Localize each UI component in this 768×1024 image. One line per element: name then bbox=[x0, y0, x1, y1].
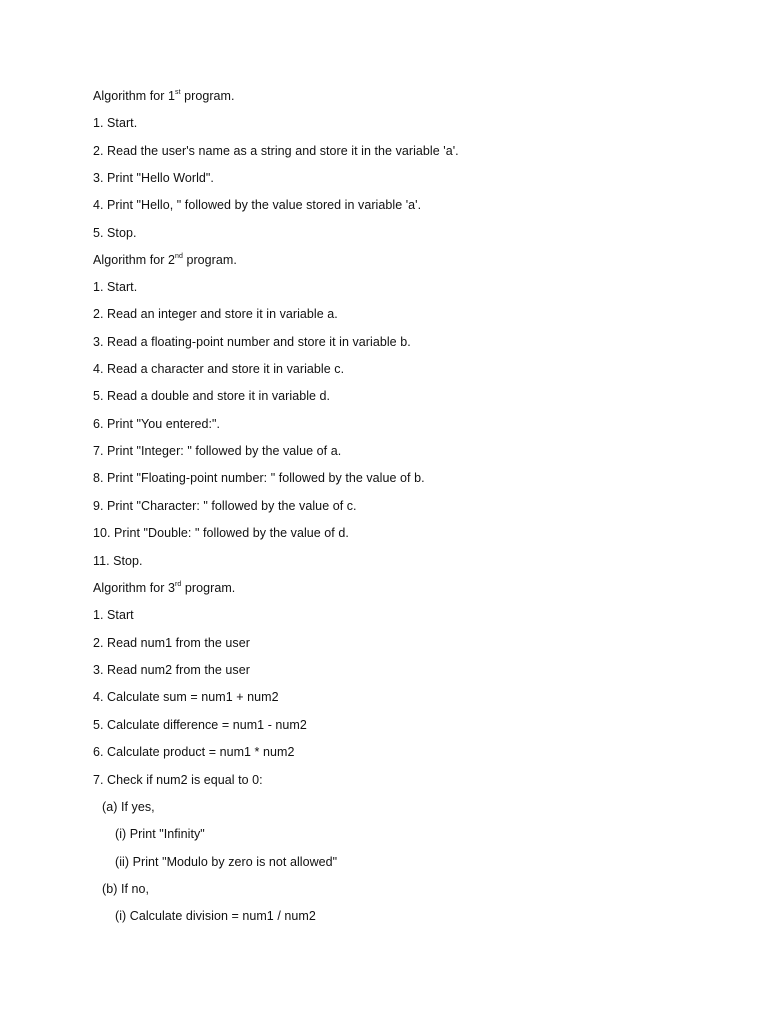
step-line: 5. Stop. bbox=[93, 226, 137, 240]
step-line: 1. Start bbox=[93, 608, 134, 622]
step-line: 1. Start. bbox=[93, 116, 138, 130]
sub-sub-step-line: (ii) Print "Modulo by zero is not allowed" bbox=[115, 855, 338, 869]
step-line: 6. Print "You entered:". bbox=[93, 417, 221, 431]
step-line: 1. Start. bbox=[93, 280, 138, 294]
step-line: 5. Calculate difference = num1 - num2 bbox=[93, 718, 307, 732]
step-line: 4. Read a character and store it in variable c. bbox=[93, 362, 345, 376]
sub-sub-step-line: (i) Calculate division = num1 / num2 bbox=[115, 909, 316, 923]
step-line: 7. Check if num2 is equal to 0: bbox=[93, 773, 263, 787]
heading-ordinal: st bbox=[175, 88, 181, 96]
step-line: 8. Print "Floating-point number: " followed by the value of b. bbox=[93, 471, 425, 485]
heading-ordinal: nd bbox=[175, 252, 183, 260]
step-line: 9. Print "Character: " followed by the value of c. bbox=[93, 499, 357, 513]
sub-step-line: (b) If no, bbox=[102, 882, 150, 896]
heading-ordinal: rd bbox=[175, 580, 182, 588]
sub-step-line: (a) If yes, bbox=[102, 800, 155, 814]
step-line: 2. Read num1 from the user bbox=[93, 636, 250, 650]
heading-suffix: program. bbox=[181, 581, 236, 595]
step-line: 6. Calculate product = num1 * num2 bbox=[93, 745, 295, 759]
step-line: 5. Read a double and store it in variable d. bbox=[93, 389, 331, 403]
heading-suffix: program. bbox=[180, 89, 235, 103]
step-line: 3. Read a floating-point number and store it in variable b. bbox=[93, 335, 411, 349]
step-line: 4. Print "Hello, " followed by the value stored in variable 'a'. bbox=[93, 198, 422, 212]
step-line: 2. Read the user's name as a string and store it in the variable 'a'. bbox=[93, 144, 459, 158]
section-heading bbox=[93, 580, 235, 596]
step-line: 3. Read num2 from the user bbox=[93, 663, 250, 677]
step-line: 7. Print "Integer: " followed by the value of a. bbox=[93, 444, 342, 458]
heading-suffix: program. bbox=[182, 253, 237, 267]
section-heading bbox=[93, 252, 237, 268]
step-line: 10. Print "Double: " followed by the value of d. bbox=[93, 526, 349, 540]
heading-text: Algorithm for 3 bbox=[93, 581, 176, 595]
step-line: 2. Read an integer and store it in variable a. bbox=[93, 307, 338, 321]
heading-text: Algorithm for 2 bbox=[93, 253, 176, 267]
step-line: 3. Print "Hello World". bbox=[93, 171, 214, 185]
sub-sub-step-line: (i) Print "Infinity" bbox=[115, 827, 205, 841]
step-line: 4. Calculate sum = num1 + num2 bbox=[93, 690, 279, 704]
section-heading bbox=[93, 88, 235, 104]
heading-text: Algorithm for 1 bbox=[93, 89, 176, 103]
step-line: 11. Stop. bbox=[93, 554, 143, 568]
